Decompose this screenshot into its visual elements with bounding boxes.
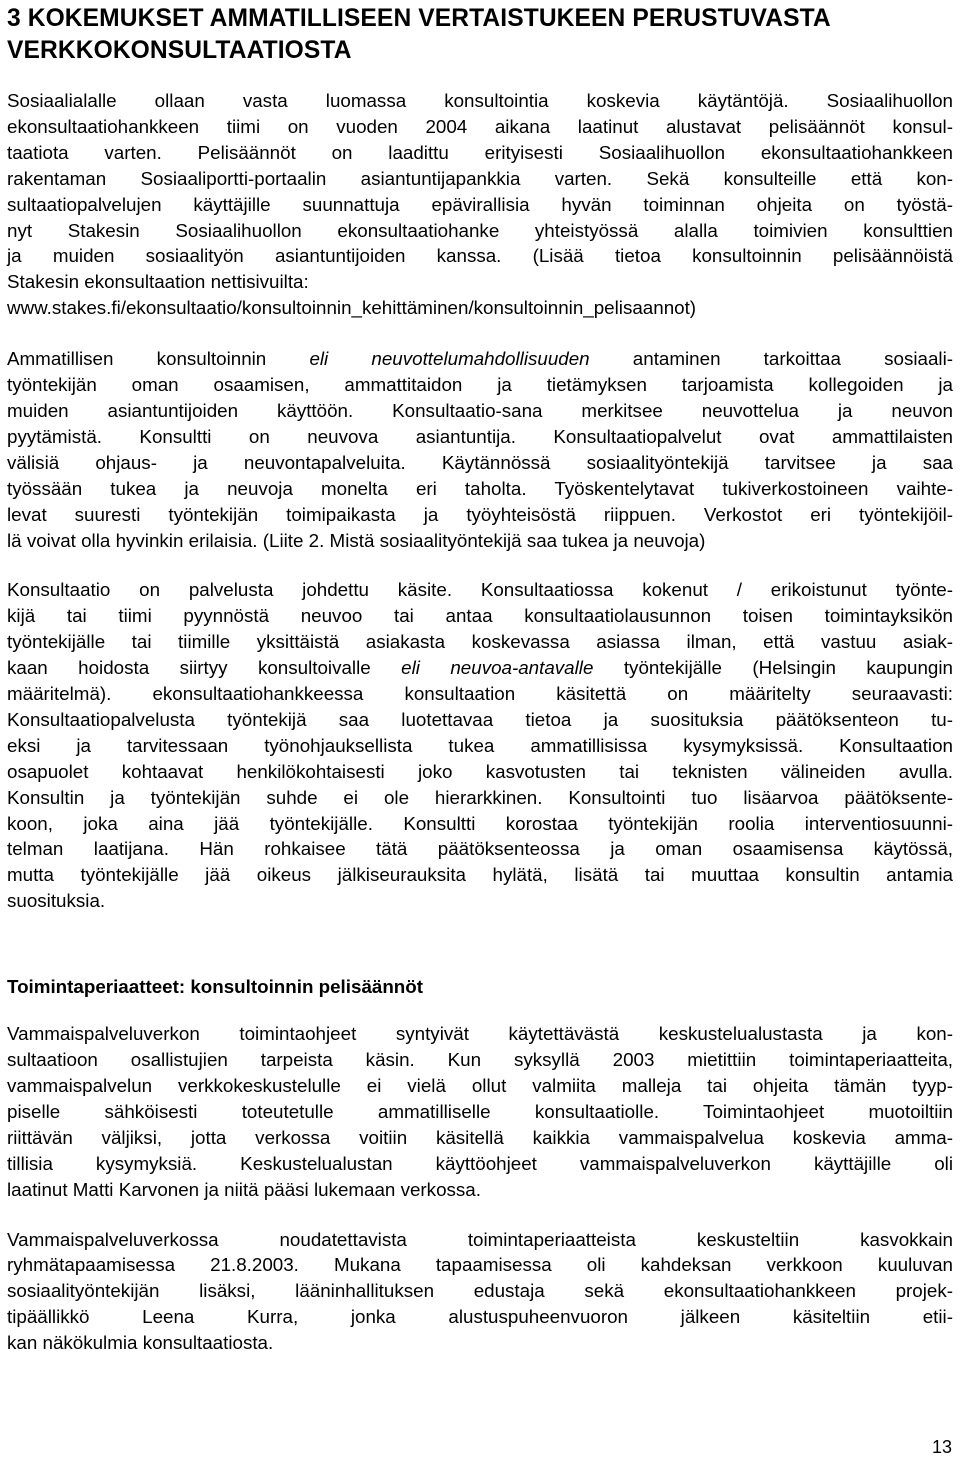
paragraph-intro <box>7 88 953 321</box>
text-line <box>7 655 953 681</box>
text-line: taatiota varten. Pelisäännöt on laadittu erityisesti Sosiaalihuollon ekonsultaatiohankkeen <box>7 141 953 163</box>
text-run: antaminen tarkoittaa sosiaali- <box>589 348 953 370</box>
text-line: piselle sähköisesti toteutetulle ammatilliselle konsultaatiolle. Toimintaohjeet muotoiltiin <box>7 1100 953 1122</box>
paragraph-definition <box>7 346 953 553</box>
text-line: mutta työntekijälle jää oikeus jälkiseurauksita hylätä, lisätä tai muuttaa konsultin antamia <box>7 864 953 886</box>
chapter-title-line: 3 KOKEMUKSET AMMATILLISEEN VERTAISTUKEEN PERUSTUVASTA <box>7 5 831 32</box>
text-line: levat suuresti työntekijän toimipaikasta ja työyhteisöstä riippuen. Verkostot eri työntekijöil- <box>7 503 953 525</box>
text-line: telman laatijana. Hän rohkaisee tätä päätöksenteossa ja oman osaamisensa käytössä, <box>7 838 953 860</box>
text-line: sosiaalityöntekijän lisäksi, lääninhallituksen edustaja sekä ekonsultaatiohankkeen projek- <box>7 1280 953 1302</box>
text-line: koon, joka aina jää työntekijälle. Konsultti korostaa työntekijän roolia interventiosuunni- <box>7 812 953 834</box>
text-line: kan näkökulmia konsultaatiosta. <box>7 1332 274 1354</box>
text-line: ryhmätapaamisessa 21.8.2003. Mukana tapaamisessa oli kahdeksan verkkoon kuuluvan <box>7 1254 953 1276</box>
italic-text: eli neuvottelumahdollisuuden <box>309 348 590 370</box>
text-line: Stakesin ekonsultaation nettisivuilta: <box>7 271 309 293</box>
page-number: 13 <box>931 1437 952 1457</box>
text-line: välisiä ohjaus- ja neuvontapalveluita. Käytännössä sosiaalityöntekijä tarvitsee ja saa <box>7 451 953 473</box>
text-line: ja muiden sosiaalityön asiantuntijoiden kanssa. (Lisää tietoa konsultoinnin pelisäännöistä <box>7 245 953 267</box>
text-line: Vammaispalveluverkossa noudatettavista toimintaperiaatteista keskusteltiin kasvokkain <box>7 1228 953 1250</box>
text-line <box>7 346 953 372</box>
text-line: sultaatiopalvelujen käyttäjille suunnattuja epävirallisia hyvän toiminnan ohjeita on työstä- <box>7 193 953 215</box>
text-line: tipäällikkö Leena Kurra, jonka alustuspuheenvuoron jälkeen käsiteltiin etii- <box>7 1306 953 1328</box>
chapter-title-line: VERKKOKONSULTAATIOSTA <box>7 37 352 64</box>
text-line: määritelmä). ekonsultaatiohankkeessa konsultaation käsitettä on määritelty seuraavasti: <box>7 683 953 705</box>
text-line: nyt Stakesin Sosiaalihuollon ekonsultaatiohanke yhteistyössä alalla toimivien konsulttien <box>7 219 953 241</box>
text-line: muiden asiantuntijoiden käyttöön. Konsultaatio-sana merkitsee neuvottelua ja neuvon <box>7 399 953 421</box>
text-line: rakentaman Sosiaaliportti-portaalin asiantuntijapankkia varten. Sekä konsulteille että kon- <box>7 167 953 189</box>
text-run: kaan hoidosta siirtyy konsultoivalle <box>7 657 402 679</box>
text-line: lä voivat olla hyvinkin erilaisia. (Liite 2. Mistä sosiaalityöntekijä saa tukea ja neuvoja) <box>7 529 706 551</box>
text-line: kijä tai tiimi pyynnöstä neuvoo tai antaa konsultaatiolausunnon toisen toimintayksikön <box>7 605 953 627</box>
section-heading: Toimintaperiaatteet: konsultoinnin pelisäännöt <box>7 976 424 998</box>
text-line: Konsultaatio on palvelusta johdettu käsite. Konsultaatiossa kokenut / erikoistunut työnte- <box>7 579 953 601</box>
text-line: työntekijälle tai tiimille yksittäistä asiakasta koskevassa asiassa ilman, että vastuu asiak- <box>7 631 953 653</box>
italic-text: eli neuvoa-antavalle <box>401 657 594 679</box>
text-line-url: www.stakes.fi/ekonsultaatio/konsultoinnin_kehittäminen/konsultoinnin_pelisaannot) <box>7 297 697 319</box>
text-run: Ammatillisen konsultoinnin <box>7 348 310 370</box>
chapter-title <box>7 0 953 67</box>
text-line: tillisia kysymyksiä. Keskustelualustan käyttöohjeet vammaispalveluverkon käyttäjille oli <box>7 1152 953 1174</box>
text-line: laatinut Matti Karvonen ja niitä pääsi lukemaan verkossa. <box>7 1178 481 1200</box>
paragraph-consultation <box>7 577 953 914</box>
text-line: työntekijän oman osaamisen, ammattitaidon ja tietämyksen tarjoamista kollegoiden ja <box>7 374 953 396</box>
text-line: Konsultin ja työntekijän suhde ei ole hierarkkinen. Konsultointi tuo lisäarvoa päätöksente- <box>7 786 953 808</box>
text-line: työssään tukea ja neuvoja monelta eri taholta. Työskentelytavat tukiverkostoineen vaihte- <box>7 477 953 499</box>
text-line: sultaatioon osallistujien tarpeista käsin. Kun syksyllä 2003 mietittiin toimintaperiaatteita, <box>7 1049 953 1071</box>
text-line: Konsultaatiopalvelusta työntekijä saa luotettavaa tietoa ja suosituksia päätöksenteon tu- <box>7 708 953 730</box>
text-line: Vammaispalveluverkon toimintaohjeet syntyivät käytettävästä keskustelualustasta ja kon- <box>7 1023 953 1045</box>
paragraph-meeting <box>7 1227 953 1357</box>
text-line: riittävän väljiksi, jotta verkossa voitiin käsitellä kaikkia vammaispalvelua koskevia amma- <box>7 1126 953 1148</box>
text-line: osapuolet kohtaavat henkilökohtaisesti joko kasvotusten tai teknisten välineiden avulla. <box>7 760 953 782</box>
paragraph-guidelines <box>7 1021 953 1202</box>
text-line: eksi ja tarvitessaan työnohjauksellista tukea ammatillisissa kysymyksissä. Konsultaation <box>7 734 953 756</box>
text-line: pyytämistä. Konsultti on neuvova asiantuntija. Konsultaatiopalvelut ovat ammattilaisten <box>7 425 953 447</box>
text-run: työntekijälle (Helsingin kaupungin <box>593 657 953 679</box>
text-line: suosituksia. <box>7 890 106 912</box>
document-page <box>7 0 953 1356</box>
text-line: Sosiaalialalle ollaan vasta luomassa konsultointia koskevia käytäntöjä. Sosiaalihuollon <box>7 90 953 111</box>
text-line: vammaispalvelun verkkokeskustelulle ei vielä ollut valmiita malleja tai ohjeita tämän tyyp- <box>7 1075 953 1096</box>
text-line: ekonsultaatiohankkeen tiimi on vuoden 2004 aikana laatinut alustavat pelisäännöt konsul- <box>7 115 953 137</box>
